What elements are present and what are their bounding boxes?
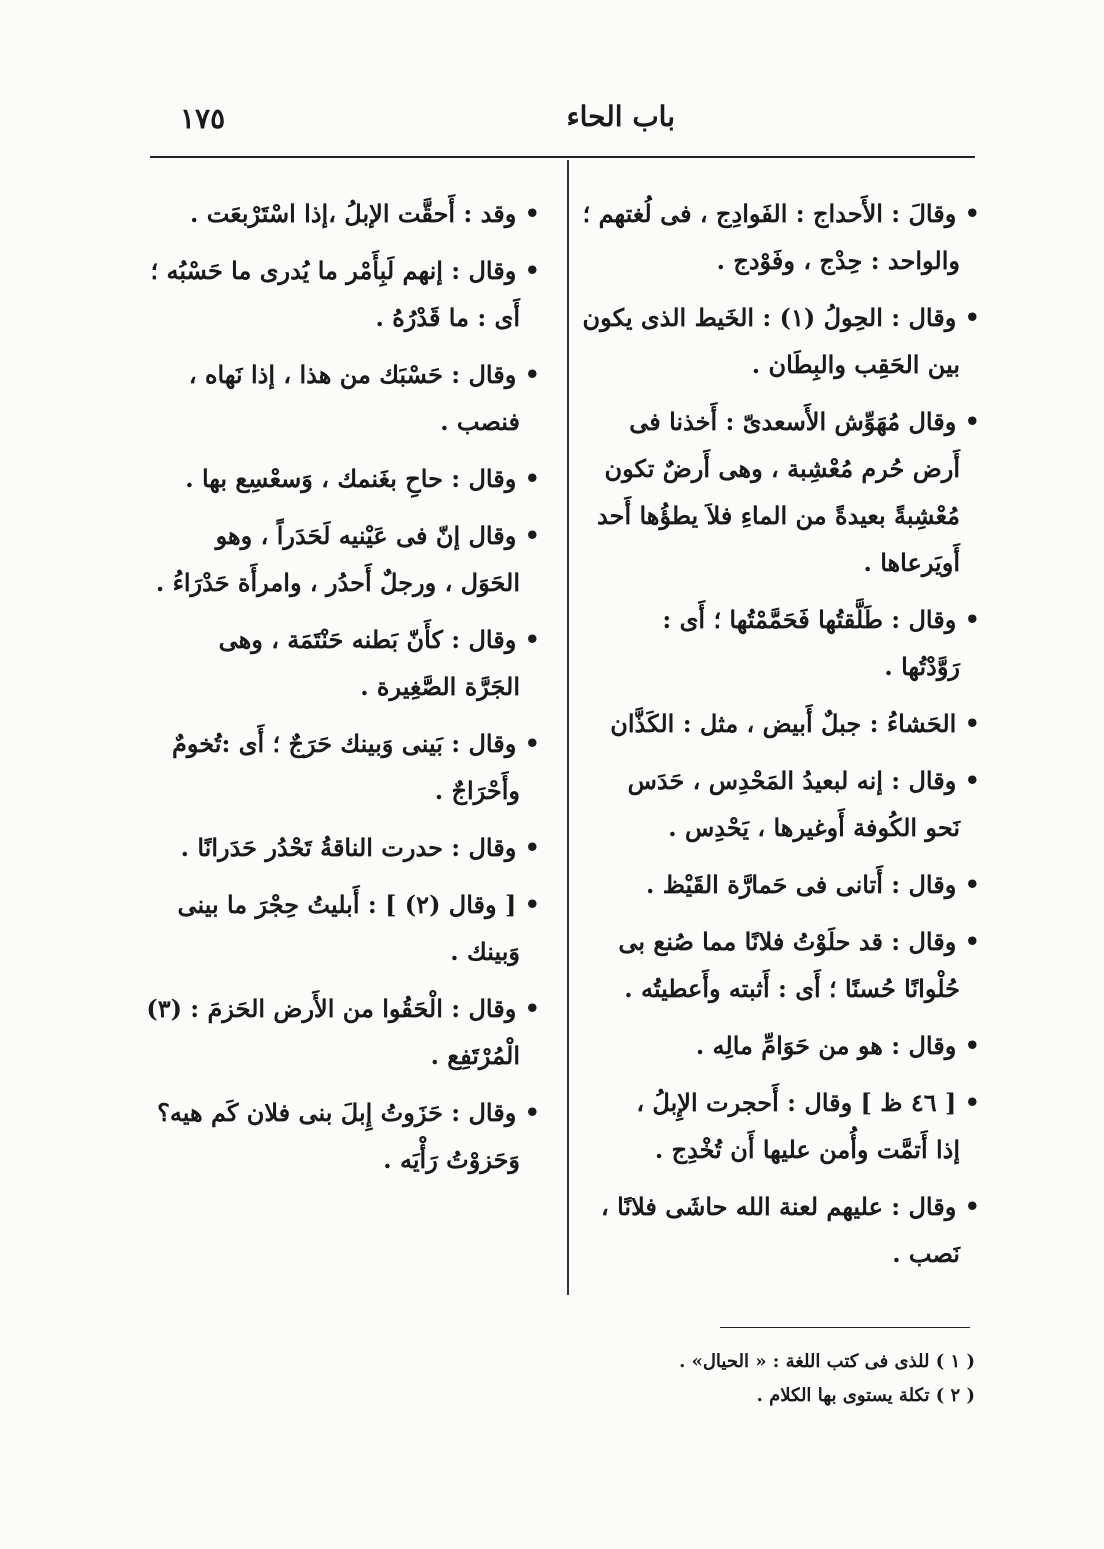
entry-line: • وقال : الحِولُ (١) : الخَيط الذى يكون bbox=[582, 303, 980, 332]
entry-line: إذا أَتمَّت وأُمن عليها أَن تُخْدِج . bbox=[654, 1135, 960, 1164]
entry bbox=[585, 596, 980, 690]
entry-line: أَرض حُرم مُعْشِبة ، وهى أَرضٌ تكون bbox=[604, 454, 960, 483]
entry-line: • وقال : عليهم لعنة الله حاشَى فلانًا ، bbox=[601, 1192, 980, 1221]
entry-line: بين الحَقِب والبِطَان . bbox=[751, 350, 960, 379]
entry-line: • [ ٤٦ ظ ] وقال : أَحجرت الإِبلُ ، bbox=[636, 1088, 980, 1117]
right-column bbox=[582, 190, 980, 1287]
entry-line: الحَوَل ، ورجلٌ أَحدُر ، وامرأَة حَدْرَاءُ . bbox=[155, 568, 520, 597]
entry-line: • الحَشاءُ : جبلٌ أَبيض ، مثل : الكَذَّان bbox=[610, 709, 980, 738]
entry bbox=[150, 512, 540, 606]
entry-line: • وقال : أَتانى فى حَمارَّة القَيْظ . bbox=[645, 870, 980, 899]
entry-line: • وقالَ : الأَحداج : الفَوادِج ، فى لُغتهم ؛ bbox=[582, 199, 980, 228]
entry-line: • وقال : حاحِ بغَنمك ، وَسعْسِع بها . bbox=[185, 464, 540, 493]
entry-line: • وقال : حدرت الناقةُ تَحْدُر حَدَرانًا . bbox=[180, 833, 540, 862]
entry bbox=[150, 616, 540, 710]
running-title: باب الحاء bbox=[566, 100, 675, 133]
entry-line: أَى : ما قَدْرُهُ . bbox=[375, 303, 520, 332]
entry-line: الجَرَّة الصَّغِيرة . bbox=[360, 672, 520, 701]
entry bbox=[585, 1022, 980, 1069]
entry bbox=[585, 1079, 980, 1173]
entry-line: وَبينك . bbox=[450, 937, 520, 966]
entry bbox=[582, 190, 980, 284]
entry-line: نَحو الكُوفة أَوغيرها ، يَحْدِس . bbox=[668, 813, 960, 842]
entry-line: مُعْشِبةً بعيدةً من الماءِ فلاَ يطؤُها أَحد bbox=[597, 501, 960, 530]
entry-line: • وقال : حَزَوتُ إِبلَ بنى فلان كَم هيه؟ bbox=[157, 1098, 540, 1127]
entry-line: • وقال : قد حلَوْتُ فلانًا مما صُنع بى bbox=[618, 927, 980, 956]
entry-line: • وقال : هو من حَوَامِّ مالِه . bbox=[695, 1031, 980, 1060]
entry-line: فنصب . bbox=[440, 407, 520, 436]
entry-line: • وقال : طَلَّقتُها فَحَمَّمْتُها ؛ أَى : bbox=[662, 605, 980, 634]
entry bbox=[585, 918, 980, 1012]
entry-line: وَحَزوْتُ رَأْيَه . bbox=[383, 1145, 520, 1174]
entry bbox=[150, 455, 540, 502]
entry bbox=[150, 720, 540, 814]
page-header bbox=[150, 100, 980, 160]
entry-line: • [ وقال (٢) ] : أَبليتُ حِجْرَ ما بينى bbox=[177, 890, 540, 919]
page-number: ١٧٥ bbox=[180, 102, 226, 135]
entry bbox=[585, 1183, 980, 1277]
entry-line: • وقال : كأَنّ بَطنه حَنْتَمَة ، وهى bbox=[218, 625, 540, 654]
entry-line: حُلْوانًا حُسنًا ؛ أَى : أَثبته وأَعطيتُه . bbox=[624, 974, 960, 1003]
footnote: ( ٢ ) تكلة يستوى بها الكلام . bbox=[756, 1385, 975, 1406]
entry-line: • وقال مُهَوِّش الأَسعدىّ : أَخذنا فى bbox=[629, 407, 980, 436]
entry-line: الْمُرْتَفِع . bbox=[430, 1041, 520, 1070]
entry bbox=[146, 985, 540, 1079]
footnotes bbox=[600, 1345, 975, 1413]
entry bbox=[150, 881, 540, 975]
footnote: ( ١ ) للذى فى كتب اللغة : « الحيال» . bbox=[679, 1351, 975, 1372]
entry bbox=[585, 861, 980, 908]
entry-line: رَوَّدْتُها . bbox=[884, 652, 960, 681]
entry bbox=[585, 398, 980, 586]
entry-line: • وقال : إنه لبعيدُ المَحْدِس ، حَدَس bbox=[627, 766, 980, 795]
entry bbox=[582, 294, 980, 388]
footnote-rule bbox=[720, 1327, 970, 1328]
entry-line: • وقد : أَحقَّت الإبلُ ،إذا اسْتَرْبعَت . bbox=[190, 199, 540, 228]
entry bbox=[585, 757, 980, 851]
entry bbox=[150, 190, 540, 237]
header-rule bbox=[150, 156, 975, 158]
entry-line: • وقال : الْحَقُوا من الأَرض الحَزمَ : (٣) bbox=[146, 994, 540, 1023]
entry-line: نَصب . bbox=[892, 1239, 960, 1268]
entry-line: • وقال : إنهم لَبِأَمْر ما يُدرى ما حَسْبُه ؛ bbox=[150, 256, 540, 285]
entry-line: أَويَرعاها . bbox=[863, 548, 960, 577]
entry-line: • وقال : حَسْبَك من هذا ، إذا نَهاه ، bbox=[188, 360, 540, 389]
entry-line: • وقال : بَينى وَبينك حَرَجٌ ؛ أَى :تُخومٌ bbox=[172, 729, 540, 758]
entry bbox=[150, 351, 540, 445]
entry-line: والواحد : حِدْج ، وفَوْدج . bbox=[716, 246, 960, 275]
entry-line: • وقال إنّ فى عَيْنيه لَحَدَراً ، وهو bbox=[215, 521, 540, 550]
entry bbox=[150, 247, 540, 341]
entry bbox=[150, 1089, 540, 1183]
left-column bbox=[146, 190, 540, 1193]
entry bbox=[150, 824, 540, 871]
entry bbox=[585, 700, 980, 747]
entry-line: وأَحْرَاجٌ . bbox=[434, 776, 520, 805]
column-divider bbox=[567, 160, 569, 1295]
